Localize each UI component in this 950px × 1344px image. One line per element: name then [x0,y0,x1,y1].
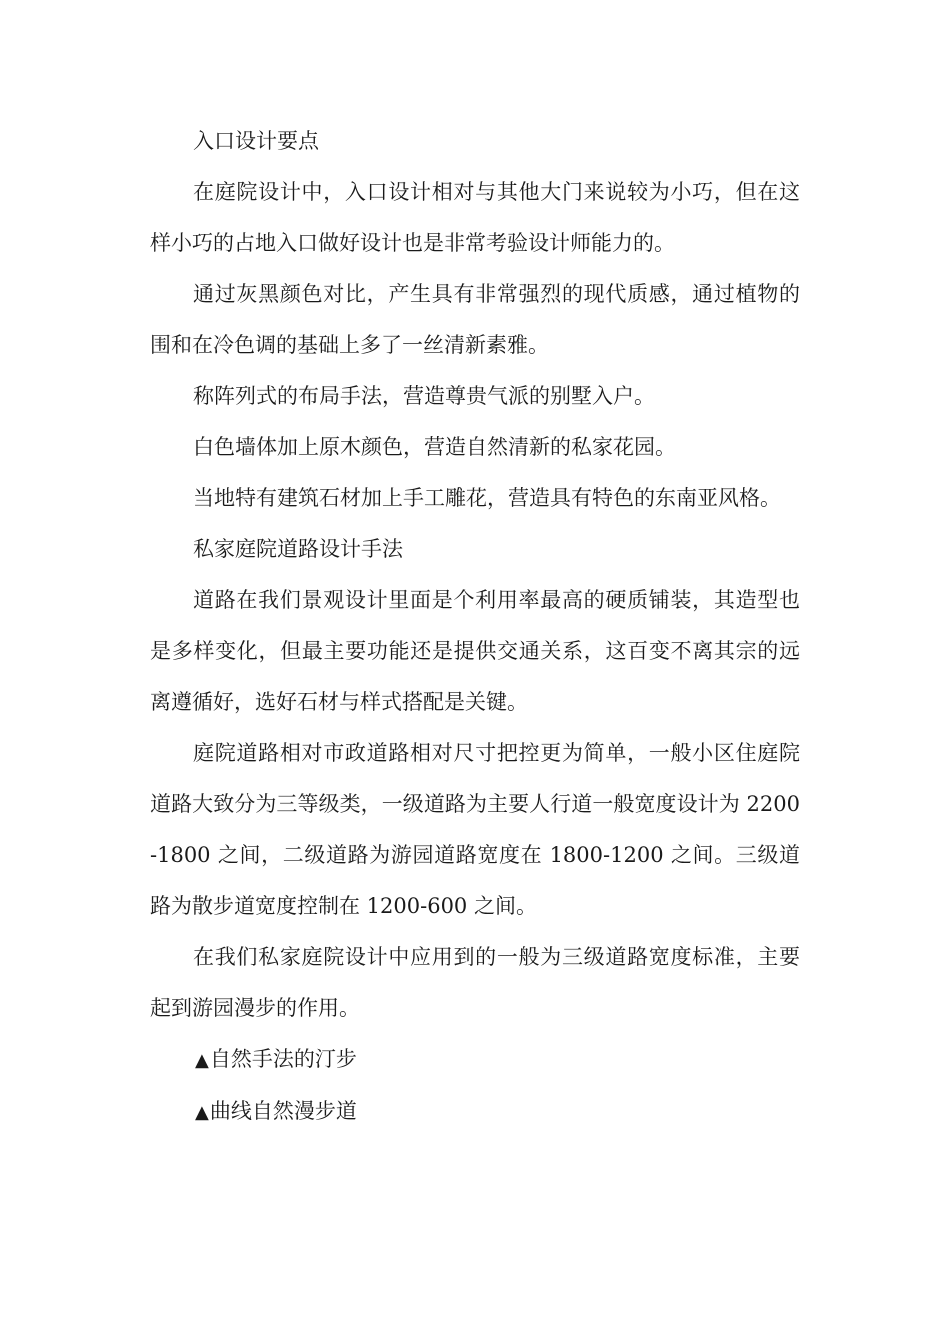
paragraph-entrance-intro: 在庭院设计中，入口设计相对与其他大门来说较为小巧，但在这样小巧的占地入口做好设计也是非常考验设计师能力的。 [150,180,800,255]
bullet-item-stepping-stones [150,1034,800,1086]
section-heading-entrance: 入口设计要点 [193,129,319,153]
triangle-bullet-icon: ▲ [195,1102,209,1123]
paragraph-white-wall: 白色墙体加上原木颜色，营造自然清新的私家花园。 [193,435,676,459]
paragraph-private-garden-road: 在我们私家庭院设计中应用到的一般为三级道路宽度标准，主要起到游园漫步的作用。 [150,945,800,1020]
paragraph-color-contrast: 通过灰黑颜色对比，产生具有非常强烈的现代质感，通过植物的围和在冷色调的基础上多了一丝清新素雅。 [150,282,800,357]
bullet-item-curved-path [150,1086,800,1138]
paragraph-road-paving: 道路在我们景观设计里面是个利用率最高的硬质铺装，其造型也是多样变化，但最主要功能还是提供交通关系，这百变不离其宗的远离遵循好，选好石材与样式搭配是关键。 [150,588,800,714]
bullet-item-label: 曲线自然漫步道 [209,1099,357,1123]
triangle-bullet-icon: ▲ [195,1050,209,1071]
document-body [150,116,800,1138]
section-heading-road: 私家庭院道路设计手法 [193,537,403,561]
paragraph-array-layout: 称阵列式的布局手法，营造尊贵气派的别墅入户。 [193,384,655,408]
paragraph-road-grades: 庭院道路相对市政道路相对尺寸把控更为简单，一般小区住庭院道路大致分为三等级类，一级道路为主要人行道一般宽度设计为 2200-1800 之间，二级道路为游园道路宽度在 1800-1200 之间。三级道路为散步道宽度控制在 1200-600 之间。 [150,741,800,918]
bullet-item-label: 自然手法的汀步 [209,1047,357,1071]
paragraph-local-stone: 当地特有建筑石材加上手工雕花，营造具有特色的东南亚风格。 [193,486,781,510]
